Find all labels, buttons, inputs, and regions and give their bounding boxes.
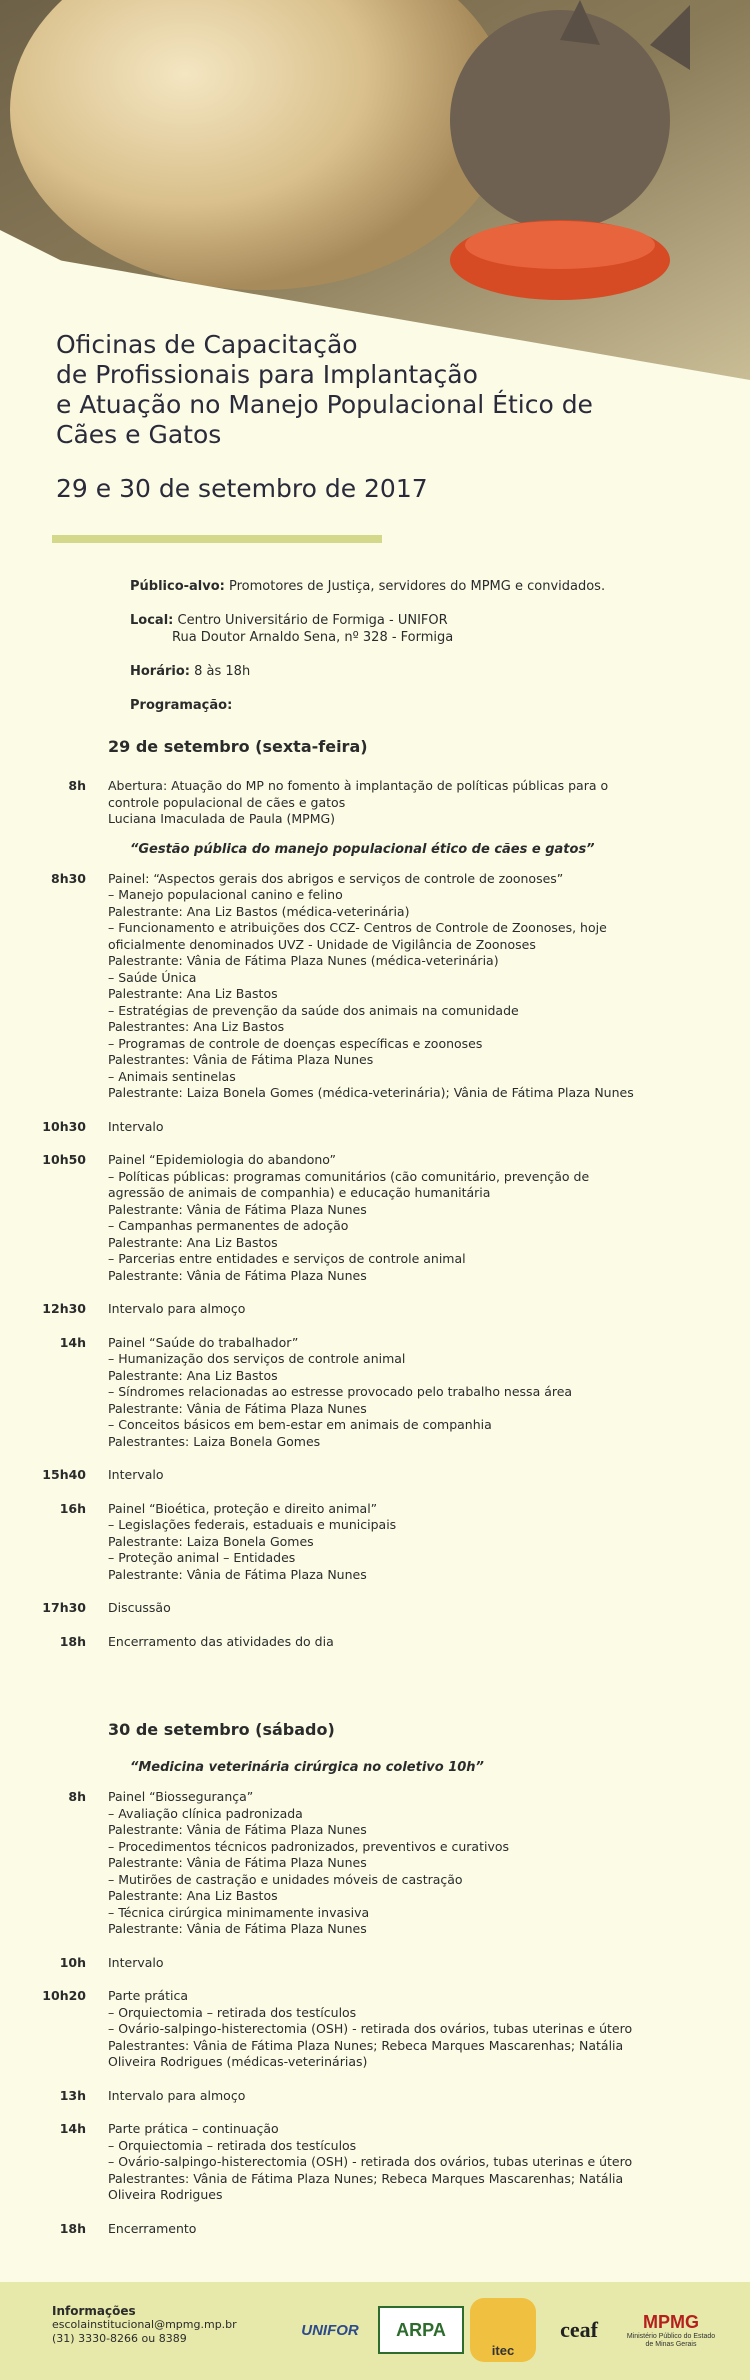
schedule-line: agressão de animais de companhia) e educação humanitária (108, 1185, 491, 1200)
schedule-line: Palestrante: Ana Liz Bastos (médica-veterinária) (108, 903, 410, 919)
schedule-line: – Estratégias de prevenção da saúde dos animais na comunidade (108, 1002, 519, 1018)
program-label: Programação: (130, 698, 233, 713)
day2-heading: 30 de setembro (sábado) (108, 1720, 335, 1739)
schedule-line: Palestrante: Laiza Bonela Gomes (108, 1533, 314, 1549)
schedule-item (0, 1152, 750, 1284)
schedule-line: Palestrantes: Ana Liz Bastos (108, 1019, 285, 1034)
schedule-line: – Técnica cirúrgica minimamente invasiva (108, 1904, 370, 1920)
schedule-line: Discussão (108, 1600, 171, 1615)
schedule-line: Palestrante: Vânia de Fátima Plaza Nunes (médica-veterinária) (108, 953, 499, 968)
schedule-line: – Legislações federais, estaduais e municipais (108, 1517, 397, 1532)
schedule-item (0, 1501, 750, 1584)
schedule-line: Palestrante: Vânia de Fátima Plaza Nunes (108, 1400, 367, 1416)
schedule-time: 10h20 (42, 1988, 86, 2003)
contact-info (52, 2304, 237, 2346)
schedule-line: Intervalo (108, 1954, 164, 1970)
schedule-line: – Procedimentos técnicos padronizados, preventivos e curativos (108, 1838, 510, 1854)
schedule-line: Palestrantes: Laiza Bonela Gomes (108, 1433, 321, 1449)
schedule-line: Luciana Imaculada de Paula (MPMG) (108, 811, 336, 826)
schedule-time: 14h (59, 2121, 86, 2136)
schedule-item (0, 1119, 750, 1136)
ceaf-logo: ceaf (560, 2317, 598, 2342)
schedule-line: Palestrantes: Vânia de Fátima Plaza Nunes (108, 1052, 374, 1067)
schedule-line: Painel “Bioética, proteção e direito animal” (108, 1500, 378, 1516)
schedule-line: Palestrante: Laiza Bonela Gomes (médica-veterinária); Vânia de Fátima Plaza Nunes (108, 1085, 634, 1100)
schedule-item (0, 2221, 750, 2238)
schedule-hours: Horário: 8 às 18h (130, 664, 251, 679)
schedule-item (0, 778, 750, 828)
schedule-line: Palestrante: Vânia de Fátima Plaza Nunes (108, 1822, 367, 1837)
hero-photo (0, 0, 750, 380)
schedule-line: Intervalo para almoço (108, 1301, 246, 1316)
schedule-time: 13h (59, 2087, 86, 2103)
event-date: 29 e 30 de setembro de 2017 (56, 474, 428, 503)
contact-email: escolainstitucional@mpmg.mp.br (52, 2318, 237, 2331)
schedule-line: – Saúde Única (108, 969, 197, 985)
schedule-line: – Políticas públicas: programas comunitários (cão comunitário, prevenção de (108, 1168, 590, 1184)
schedule-time: 17h30 (42, 1600, 86, 1615)
schedule-line: – Orquiectomia – retirada dos testículos (108, 2004, 357, 2020)
schedule-line: Parte prática (108, 1988, 188, 2003)
mpmg-logo-subtitle: Ministério Público do Estado de Minas Gerais (626, 2332, 716, 2348)
unifor-logo: UNIFOR (301, 2321, 359, 2339)
schedule-line: Palestrante: Vânia de Fátima Plaza Nunes (108, 1566, 367, 1582)
schedule-line: – Programas de controle de doenças específicas e zoonoses (108, 1035, 483, 1051)
schedule-item (0, 2088, 750, 2105)
itec-logo: itec (470, 2298, 536, 2362)
schedule-line: Painel “Epidemiologia do abandono” (108, 1152, 336, 1167)
schedule-item (0, 1301, 750, 1318)
schedule-item (0, 2121, 750, 2204)
schedule-line: controle populacional de cães e gatos (108, 794, 346, 810)
event-title-line: e Atuação no Manejo Populacional Ético de (56, 390, 593, 419)
schedule-item (0, 1789, 750, 1938)
schedule-line: Encerramento das atividades do dia (108, 1633, 334, 1649)
schedule-line: Palestrantes: Vânia de Fátima Plaza Nunes; Rebeca Marques Mascarenhas; Natália (108, 2170, 624, 2186)
schedule-item (0, 1467, 750, 1484)
schedule-line: Oliveira Rodrigues (médicas-veterinárias) (108, 2054, 368, 2069)
schedule-time: 14h (59, 1334, 86, 1350)
schedule-line: – Ovário-salpingo-histerectomia (OSH) - retirada dos ovários, tubas uterinas e útero (108, 2021, 633, 2036)
audience: Público-alvo: Promotores de Justiça, servidores do MPMG e convidados. (130, 579, 606, 594)
schedule-time: 8h (68, 1789, 86, 1804)
schedule-line: – Proteção animal – Entidades (108, 1550, 296, 1565)
schedule-line: Palestrante: Vânia de Fátima Plaza Nunes (108, 1921, 367, 1936)
schedule-line: – Mutirões de castração e unidades móveis de castração (108, 1871, 463, 1887)
schedule-line: – Animais sentinelas (108, 1068, 236, 1084)
title-underline (52, 535, 382, 543)
schedule-time: 12h30 (42, 1301, 86, 1316)
schedule-time: 18h (59, 2220, 86, 2236)
schedule-item (0, 1335, 750, 1451)
arpa-logo: ARPA (378, 2306, 464, 2354)
schedule-line: Painel: “Aspectos gerais dos abrigos e serviços de controle de zoonoses” (108, 870, 564, 886)
schedule-line: Abertura: Atuação do MP no fomento à implantação de políticas públicas para o (108, 778, 609, 793)
schedule-line: Palestrante: Vânia de Fátima Plaza Nunes (108, 1267, 367, 1283)
event-info (130, 578, 690, 731)
schedule-item (0, 1600, 750, 1617)
schedule-line: – Orquiectomia – retirada dos testículos (108, 2137, 357, 2153)
schedule-item (0, 871, 750, 1102)
day1-theme: “Gestão pública do manejo populacional ético de cães e gatos” (130, 841, 595, 857)
schedule-line: Oliveira Rodrigues (108, 2187, 223, 2202)
day2-schedule (0, 1760, 750, 2254)
schedule-item (0, 1634, 750, 1651)
schedule-line: – Campanhas permanentes de adoção (108, 1218, 349, 1233)
schedule-time: 8h30 (51, 870, 86, 886)
schedule-line: – Conceitos básicos em bem-estar em animais de companhia (108, 1417, 492, 1432)
schedule-time: 10h50 (42, 1152, 86, 1167)
schedule-line: Intervalo (108, 1118, 164, 1134)
location: Local: Centro Universitário de Formiga - UNIFOR Rua Doutor Arnaldo Sena, nº 328 - Formiga (130, 613, 454, 645)
schedule-line: – Parcerias entre entidades e serviços de controle animal (108, 1251, 466, 1266)
schedule-line: – Funcionamento e atribuições dos CCZ- Centros de Controle de Zoonoses, hoje (108, 920, 607, 935)
schedule-line: Palestrante: Ana Liz Bastos (108, 1888, 278, 1903)
schedule-line: Intervalo (108, 1467, 164, 1482)
day1-schedule (0, 778, 750, 1667)
schedule-item (0, 1955, 750, 1972)
schedule-line: – Ovário-salpingo-histerectomia (OSH) - retirada dos ovários, tubas uterinas e útero (108, 2154, 633, 2169)
schedule-line: Palestrante: Ana Liz Bastos (108, 1367, 278, 1383)
mpmg-logo-text: MPMG (643, 2311, 699, 2332)
schedule-line: Encerramento (108, 2220, 197, 2236)
day2-theme: “Medicina veterinária cirúrgica no coletivo 10h” (130, 1760, 484, 1775)
schedule-line: Palestrante: Ana Liz Bastos (108, 1234, 278, 1250)
day1-heading: 29 de setembro (sexta-feira) (108, 737, 368, 756)
schedule-line: – Manejo populacional canino e felino (108, 887, 343, 902)
schedule-time: 8h (68, 778, 86, 793)
event-title-line: Cães e Gatos (56, 420, 222, 449)
event-title-line: Oficinas de Capacitação (56, 330, 358, 359)
schedule-time: 16h (59, 1500, 86, 1516)
footer (0, 2282, 750, 2380)
schedule-time: 18h (59, 1633, 86, 1649)
schedule-line: Painel “Saúde do trabalhador” (108, 1334, 299, 1350)
schedule-line: Palestrante: Ana Liz Bastos (108, 986, 278, 1001)
schedule-line: Painel “Biossegurança” (108, 1789, 254, 1804)
schedule-line: oficialmente denominados UVZ - Unidade de Vigilância de Zoonoses (108, 936, 536, 952)
schedule-item (0, 1988, 750, 2071)
schedule-line: Palestrante: Vânia de Fátima Plaza Nunes (108, 1201, 367, 1217)
schedule-time: 10h (59, 1954, 86, 1970)
event-title-line: de Profissionais para Implantação (56, 360, 478, 389)
schedule-line: Intervalo para almoço (108, 2087, 246, 2103)
schedule-line: – Humanização dos serviços de controle animal (108, 1351, 406, 1366)
contact-phone: (31) 3330-8266 ou 8389 (52, 2332, 187, 2345)
schedule-line: – Síndromes relacionadas ao estresse provocado pelo trabalho nessa área (108, 1384, 573, 1399)
schedule-line: Palestrante: Vânia de Fátima Plaza Nunes (108, 1855, 367, 1870)
schedule-line: Palestrantes: Vânia de Fátima Plaza Nunes; Rebeca Marques Mascarenhas; Natália (108, 2037, 624, 2053)
schedule-line: Parte prática – continuação (108, 2121, 279, 2136)
mpmg-logo (622, 2298, 720, 2362)
event-title-block (56, 330, 716, 503)
contact-heading: Informações (52, 2304, 136, 2318)
schedule-line: – Avaliação clínica padronizada (108, 1805, 303, 1821)
schedule-time: 15h40 (42, 1467, 86, 1482)
schedule-time: 10h30 (42, 1118, 86, 1134)
